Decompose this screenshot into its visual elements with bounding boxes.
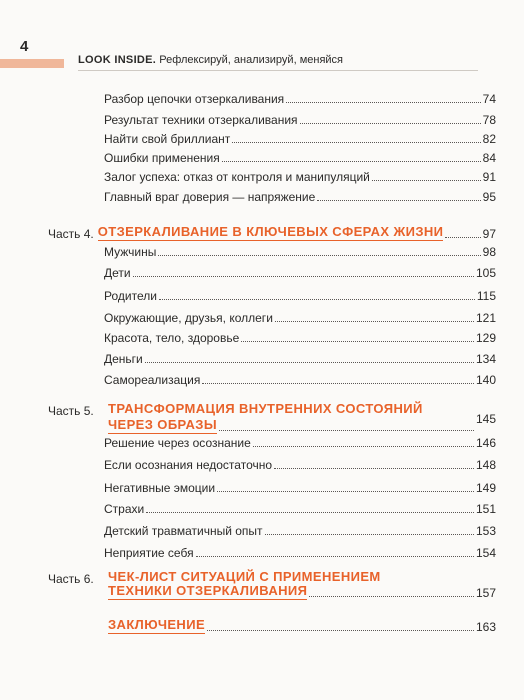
- leader-dots: [158, 255, 480, 256]
- toc-entry[interactable]: [104, 323, 496, 345]
- leader-dots: [265, 534, 474, 535]
- toc-entry-title: Родители: [104, 289, 157, 303]
- toc-entry[interactable]: [104, 237, 496, 259]
- toc-entry[interactable]: [104, 365, 496, 387]
- toc-entry-title: Негативные эмоции: [104, 481, 216, 495]
- toc-entry-page: 82: [482, 132, 496, 146]
- part-4-title: ОТЗЕРКАЛИВАНИЕ В КЛЮЧЕВЫХ СФЕРАХ ЖИЗНИ: [97, 224, 444, 239]
- toc-entry[interactable]: [104, 516, 496, 538]
- leader-dots: [372, 180, 481, 181]
- part-5-label: Часть 5.: [48, 404, 94, 418]
- toc-entry-page: 74: [482, 92, 496, 106]
- toc-entry-page: 134: [475, 352, 496, 366]
- part-6-title-line-1[interactable]: ЧЕК-ЛИСТ СИТУАЦИЙ С ПРИМЕНЕНИЕМ: [108, 569, 381, 584]
- leader-dots: [202, 383, 474, 384]
- toc-entry-page: 105: [475, 266, 496, 280]
- leader-dots: [146, 512, 474, 513]
- leader-dots: [317, 200, 480, 201]
- toc-entry-title: Ошибки применения: [104, 151, 220, 165]
- conclusion-entry[interactable]: [108, 612, 496, 634]
- conclusion-title: ЗАКЛЮЧЕНИЕ: [108, 617, 206, 632]
- conclusion-page: 163: [475, 620, 496, 634]
- running-head: [78, 54, 343, 66]
- toc-entry[interactable]: [104, 303, 496, 325]
- part-5-title-line-1[interactable]: ТРАНСФОРМАЦИЯ ВНУТРЕННИХ СОСТОЯНИЙ: [108, 401, 423, 416]
- toc-entry-title: Дети: [104, 266, 131, 280]
- toc-entry[interactable]: [104, 450, 496, 472]
- leader-dots: [275, 321, 474, 322]
- part-6-title-row-2[interactable]: [108, 578, 496, 600]
- toc-entry-title: Главный враг доверия — напряжение: [104, 190, 316, 204]
- header-rule: [78, 70, 478, 71]
- toc-entry-page: 153: [475, 524, 496, 538]
- leader-dots: [196, 556, 474, 557]
- leader-dots: [286, 102, 480, 103]
- running-head-subtitle: Рефлексируй, анализируй, меняйся: [156, 54, 343, 66]
- toc-entry-title: Разбор цепочки отзеркаливания: [104, 92, 285, 106]
- part-5-page: 145: [475, 412, 496, 426]
- header-bar: [0, 59, 64, 68]
- part-5-title-line-2-text: ЧЕРЕЗ ОБРАЗЫ: [108, 417, 217, 432]
- toc-entry-title: Самореализация: [104, 373, 201, 387]
- part-4-label: Часть 4.: [48, 227, 94, 241]
- toc-entry-title: Результат техники отзеркаливания: [104, 113, 298, 127]
- toc-entry-title: Решение через осознание: [104, 436, 251, 450]
- toc-entry[interactable]: [104, 84, 496, 106]
- toc-entry-title: Детский травматичный опыт: [104, 524, 263, 538]
- toc-entry[interactable]: [104, 344, 496, 366]
- toc-entry-page: 140: [475, 373, 496, 387]
- toc-entry[interactable]: [104, 281, 496, 303]
- part-6-label: Часть 6.: [48, 572, 94, 586]
- toc-entry[interactable]: [104, 428, 496, 450]
- toc-entry-title: Неприятие себя: [104, 546, 194, 560]
- toc-entry[interactable]: [104, 182, 496, 204]
- toc-entry-title: Найти свой бриллиант: [104, 132, 231, 146]
- leader-dots: [159, 299, 475, 300]
- leader-dots: [274, 468, 474, 469]
- toc-entry[interactable]: [104, 538, 496, 560]
- leader-dots: [241, 341, 474, 342]
- page-number: 4: [20, 38, 29, 55]
- toc-entry-title: Красота, тело, здоровье: [104, 331, 240, 345]
- toc-entry-page: 98: [482, 245, 496, 259]
- toc-entry-page: 91: [482, 170, 496, 184]
- toc-entry-title: Деньги: [104, 352, 143, 366]
- leader-dots: [309, 596, 474, 597]
- toc-entry-page: 115: [476, 289, 496, 303]
- leader-dots: [217, 491, 474, 492]
- toc-entry-page: 148: [475, 458, 496, 472]
- leader-dots: [207, 630, 474, 631]
- toc-entry-title: Если осознания недостаточно: [104, 458, 273, 472]
- toc-entry-page: 84: [482, 151, 496, 165]
- toc-entry-title: Мужчины: [104, 245, 157, 259]
- part-6-title-line-2: ТЕХНИКИ ОТЗЕРКАЛИВАНИЯ: [108, 583, 308, 598]
- leader-dots: [253, 446, 474, 447]
- running-head-bold: LOOK INSIDE.: [78, 54, 157, 66]
- toc-entry[interactable]: [104, 473, 496, 495]
- toc-entry[interactable]: [104, 258, 496, 280]
- toc-entry-page: 121: [475, 311, 496, 325]
- toc-entry-page: 146: [475, 436, 496, 450]
- toc-entry-title: Залог успеха: отказ от контроля и манипуляций: [104, 170, 370, 184]
- toc-entry-page: 151: [475, 502, 496, 516]
- toc-entry-page: 149: [475, 481, 496, 495]
- leader-dots: [133, 276, 474, 277]
- leader-dots: [145, 362, 474, 363]
- toc-entry-page: 129: [475, 331, 496, 345]
- toc-entry-page: 154: [475, 546, 496, 560]
- toc-entry-title: Окружающие, друзья, коллеги: [104, 311, 273, 325]
- toc-entry-title: Страхи: [104, 502, 145, 516]
- toc-entry[interactable]: [104, 494, 496, 516]
- toc-entry-page: 78: [482, 113, 496, 127]
- part-6-page: 157: [475, 586, 496, 600]
- toc-entry-page: 95: [482, 190, 496, 204]
- part-4-page: 97: [482, 227, 496, 241]
- toc-entry[interactable]: [104, 162, 496, 184]
